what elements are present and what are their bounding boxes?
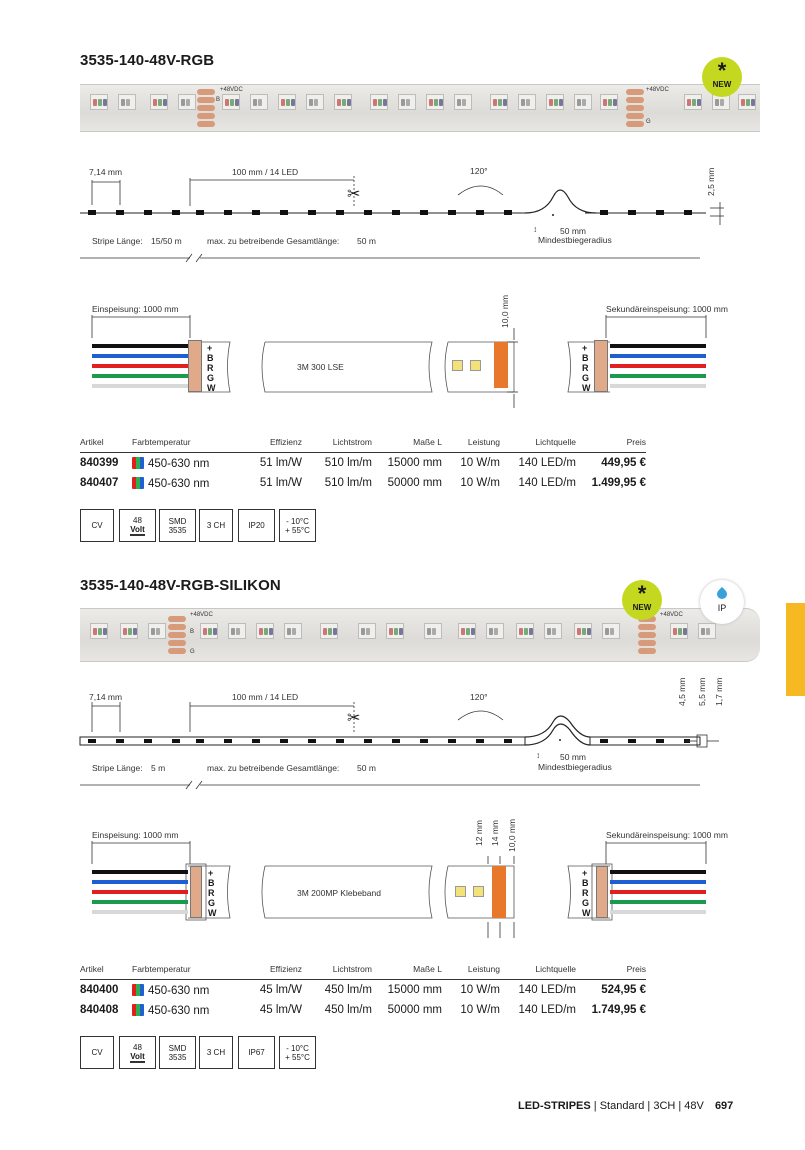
spec-table bbox=[80, 435, 646, 493]
col-header: Lichtstrom bbox=[302, 962, 372, 980]
pin-labels: + B R G W bbox=[582, 343, 591, 393]
footer-details: | Standard | 3CH | 48V bbox=[593, 1100, 704, 1112]
col-header: Maße L bbox=[372, 962, 442, 980]
strip-voltage-label: +48VDC bbox=[660, 612, 683, 618]
pin-labels: + B R G W bbox=[582, 868, 591, 918]
height-dimension: 4,5 mm bbox=[677, 677, 687, 706]
bend-radius-label: Mindestbiegeradius bbox=[538, 235, 612, 245]
solder-pads bbox=[197, 89, 215, 129]
max-length-value: 50 m bbox=[357, 236, 376, 246]
led-strip-image bbox=[80, 84, 760, 132]
table-row: 840399 450-630 nm 51 lm/W 510 lm/m 15000 mm 10 W/m 140 LED/m 449,95 € bbox=[80, 457, 646, 470]
water-drop-icon bbox=[715, 587, 729, 601]
adhesive-label: 3M 300 LSE bbox=[297, 362, 344, 372]
bend-radius-icon: ↕ bbox=[536, 750, 541, 760]
ip-protection-badge bbox=[700, 580, 744, 624]
connector-clip bbox=[594, 340, 608, 392]
asterisk-icon: * bbox=[717, 58, 727, 83]
feed-label: Einspeisung: 1000 mm bbox=[92, 304, 179, 314]
height-dimension: 5,5 mm bbox=[697, 677, 707, 706]
connector-clip bbox=[596, 866, 608, 918]
col-header: Farbtemperatur bbox=[132, 962, 250, 980]
asterisk-icon: * bbox=[637, 581, 647, 606]
rgb-icon bbox=[132, 984, 144, 996]
width-dimension: 12 mm bbox=[474, 820, 484, 846]
smd-badge: SMD 3535 bbox=[159, 509, 196, 542]
led-strip-image bbox=[80, 608, 760, 662]
cut-dimension: 100 mm / 14 LED bbox=[232, 167, 299, 177]
led-chip bbox=[452, 360, 463, 371]
new-badge bbox=[622, 580, 662, 620]
rgb-icon bbox=[132, 1004, 144, 1016]
new-label: NEW bbox=[712, 80, 732, 89]
col-header: Artikel bbox=[80, 435, 132, 453]
table-row: 840400 450-630 nm 45 lm/W 450 lm/m 15000 mm 10 W/m 140 LED/m 524,95 € bbox=[80, 984, 646, 997]
connector-clip bbox=[190, 866, 202, 918]
pitch-dimension: 7,14 mm bbox=[89, 692, 123, 702]
strip-voltage-label: +48VDC bbox=[220, 87, 243, 93]
ip-rating-badge: IP67 bbox=[238, 1036, 275, 1069]
solder-pads bbox=[638, 616, 656, 656]
secondary-feed-label: Sekundäreinspeisung: 1000 mm bbox=[606, 830, 728, 840]
stripe-length-label: Stripe Länge: bbox=[92, 763, 143, 773]
cut-dimension: 100 mm / 14 LED bbox=[232, 692, 299, 702]
height-dimension: 2,5 mm bbox=[706, 167, 716, 196]
product-title: 3535-140-48V-RGB-SILIKON bbox=[80, 577, 281, 594]
col-header: Preis bbox=[576, 435, 646, 453]
led-chip bbox=[470, 360, 481, 371]
connection-drawing bbox=[0, 826, 805, 946]
stripe-length-value: 15/50 m bbox=[151, 236, 182, 246]
ip-rating-badge: IP20 bbox=[238, 509, 275, 542]
col-header: Lichtstrom bbox=[302, 435, 372, 453]
secondary-feed-label: Sekundäreinspeisung: 1000 mm bbox=[606, 304, 728, 314]
cv-badge: CV bbox=[80, 1036, 114, 1069]
strip-pin-label: G bbox=[190, 649, 195, 655]
pitch-dimension: 7,14 mm bbox=[89, 167, 123, 177]
stripe-length-value: 5 m bbox=[151, 763, 166, 773]
footer-category: LED-STRIPES bbox=[518, 1100, 591, 1112]
bend-radius-value: 50 mm bbox=[560, 752, 586, 762]
width-dimension: 14 mm bbox=[490, 820, 500, 846]
pin-labels: + B R G W bbox=[208, 868, 217, 918]
table-row: 840408 450-630 nm 45 lm/W 450 lm/m 50000 mm 10 W/m 140 LED/m 1.749,95 € bbox=[80, 1004, 646, 1017]
product-title: 3535-140-48V-RGB bbox=[80, 52, 215, 69]
cv-badge: CV bbox=[80, 509, 114, 542]
page-number: 697 bbox=[714, 1100, 734, 1112]
scissors-icon: ✂ bbox=[347, 186, 361, 203]
scissors-icon: ✂ bbox=[347, 710, 361, 727]
connector-pads bbox=[492, 866, 506, 918]
led-chip bbox=[455, 886, 466, 897]
ip-label: IP bbox=[717, 603, 727, 613]
col-header: Leistung bbox=[442, 435, 500, 453]
col-header: Maße L bbox=[372, 435, 442, 453]
footer bbox=[518, 1100, 733, 1112]
col-header: Artikel bbox=[80, 962, 132, 980]
col-header: Farbtemperatur bbox=[132, 435, 250, 453]
channel-badge: 3 CH bbox=[199, 1036, 233, 1069]
rgb-icon bbox=[132, 477, 144, 489]
bend-radius-label: Mindestbiegeradius bbox=[538, 762, 612, 772]
rgb-icon bbox=[132, 457, 144, 469]
strip-voltage-label: +48VDC bbox=[646, 87, 669, 93]
col-header: Preis bbox=[576, 962, 646, 980]
stripe-length-label: Stripe Länge: bbox=[92, 236, 143, 246]
col-header: Lichtquelle bbox=[500, 435, 576, 453]
connector-pads bbox=[494, 342, 508, 388]
volt-badge: 48 Volt bbox=[119, 1036, 156, 1069]
new-badge bbox=[702, 57, 742, 97]
feed-label: Einspeisung: 1000 mm bbox=[92, 830, 179, 840]
width-dimension: 10,0 mm bbox=[507, 818, 517, 852]
channel-badge: 3 CH bbox=[199, 509, 233, 542]
strip-pin-label: G bbox=[646, 119, 651, 125]
connector-clip bbox=[188, 340, 202, 392]
max-length-label: max. zu betreibende Gesamtlänge: bbox=[207, 236, 340, 246]
col-header: Effizienz bbox=[250, 962, 302, 980]
volt-badge: 48 Volt bbox=[119, 509, 156, 542]
new-label: NEW bbox=[632, 603, 652, 612]
solder-pads bbox=[168, 616, 186, 656]
bend-radius-value: 50 mm bbox=[560, 226, 586, 236]
col-header: Leistung bbox=[442, 962, 500, 980]
col-header: Effizienz bbox=[250, 435, 302, 453]
max-length-label: max. zu betreibende Gesamtlänge: bbox=[207, 763, 340, 773]
max-length-value: 50 m bbox=[357, 763, 376, 773]
solder-pads bbox=[626, 89, 644, 129]
smd-badge: SMD 3535 bbox=[159, 1036, 196, 1069]
strip-pin-label: B bbox=[216, 97, 221, 103]
width-dimension: 10,0 mm bbox=[500, 294, 510, 328]
col-header: Lichtquelle bbox=[500, 962, 576, 980]
temperature-badge: - 10°C + 55°C bbox=[279, 509, 316, 542]
height-dimension: 1,7 mm bbox=[714, 677, 724, 706]
beam-angle: 120° bbox=[470, 166, 488, 176]
temperature-badge: - 10°C + 55°C bbox=[279, 1036, 316, 1069]
strip-pin-label: B bbox=[190, 629, 195, 635]
category-side-tab bbox=[786, 603, 805, 696]
beam-angle: 120° bbox=[470, 692, 488, 702]
led-chip bbox=[473, 886, 484, 897]
pin-labels: + B R G W bbox=[207, 343, 216, 393]
strip-voltage-label: +48VDC bbox=[190, 612, 213, 618]
table-row: 840407 450-630 nm 51 lm/W 510 lm/m 50000 mm 10 W/m 140 LED/m 1.499,95 € bbox=[80, 477, 646, 490]
bend-radius-icon: ↕ bbox=[533, 224, 538, 234]
adhesive-label: 3M 200MP Klebeband bbox=[297, 888, 381, 898]
spec-table bbox=[80, 962, 646, 1020]
